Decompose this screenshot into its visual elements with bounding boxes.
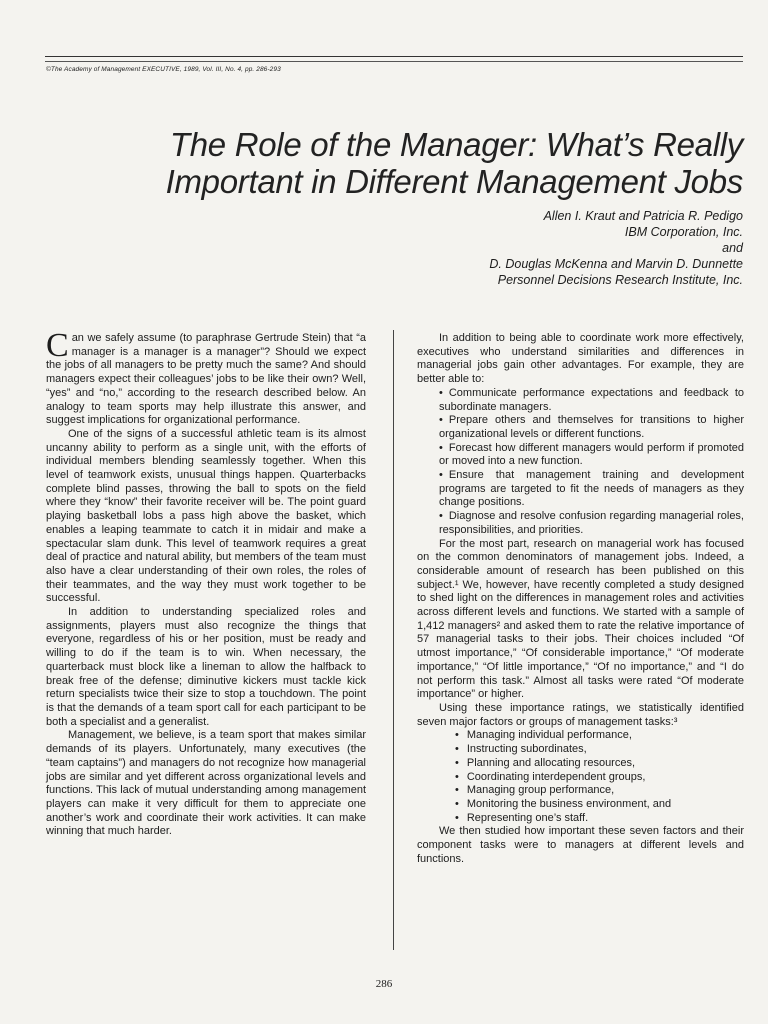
list-item: • Planning and allocating resources,: [417, 757, 744, 771]
list-item: • Prepare others and themselves for transitions to higher organizational levels or different functions.: [417, 414, 744, 441]
list-item: • Representing one’s staff.: [417, 812, 744, 826]
list-item: • Forecast how different managers would perform if promoted or moved into a new function.: [417, 442, 744, 469]
title-line-2: Important in Different Management Jobs: [165, 163, 743, 200]
journal-citation: ©The Academy of Management EXECUTIVE, 1989, Vol. III, No. 4, pp. 286-293: [46, 66, 281, 73]
right-column: [417, 332, 744, 866]
author-block: [489, 208, 743, 288]
article-title: [43, 126, 743, 200]
authors-line-2: D. Douglas McKenna and Marvin D. Dunnette: [489, 257, 743, 271]
list-item: • Instructing subordinates,: [417, 743, 744, 757]
advantages-list: [417, 387, 744, 538]
paragraph: In addition to understanding specialized roles and assignments, players must also recognize the things that everyone, regardless of his or her position, must be ready and willing to do if the team is to win. When necessary, the quarterback must block like a lineman to allow the halfback to break free of the defense; diminutive kickers must tackle kick return specialists twice their size to stop a touchdown. The point is that the demands of a team sport call for each participant to be both a specialist and a generalist.: [46, 606, 366, 728]
list-item: • Communicate performance expectations and feedback to subordinate managers.: [417, 387, 744, 414]
paragraph: We then studied how important these seven factors and their component tasks were to managers at different levels and functions.: [417, 825, 744, 865]
authors-conjunction: and: [722, 241, 743, 255]
list-item: • Managing group performance,: [417, 784, 744, 798]
list-item: • Ensure that management training and development programs are targeted to fit the needs of managers as they change positions.: [417, 469, 744, 510]
header-rule-thin: [45, 61, 743, 62]
header-rule: [45, 56, 743, 57]
list-item: • Coordinating interdependent groups,: [417, 771, 744, 785]
authors-line-1: Allen I. Kraut and Patricia R. Pedigo: [543, 209, 743, 223]
paragraph: One of the signs of a successful athletic team is its almost uncanny ability to perform as a single unit, with the efforts of individual members blending seamlessly together. When this level of teamwork exists, unusual things happen. Quarterbacks complete blind passes, throwing the ball to spots on the field where they “know” their favorite receiver will be. The point guard playing basketball lobs a pass high above the basket, which enables a leaping teammate to catch it in midair and make a spectacular slam dunk. This level of teamwork requires a great deal of practice and natural ability, but members of the team must also have a clear understanding of their own roles, the roles of their teammates, and the way they must work together to be successful.: [46, 427, 366, 605]
paragraph-text: an we safely assume (to paraphrase Gertrude Stein) that “a manager is a manager is a manager”? Should we expect the jobs of all managers to be pretty much the same? And should managers expect their colleagues’ jobs to be like their own? Well, “yes” and “no,” according to the research described below. An analogy to team sports may help illustrate this answer, and suggest implications for organizational performance.: [46, 332, 366, 427]
list-item: • Managing individual performance,: [417, 729, 744, 743]
paragraph: [46, 327, 366, 428]
affiliation-1: IBM Corporation, Inc.: [624, 225, 743, 239]
list-item: • Diagnose and resolve confusion regarding managerial roles, responsibilities, and priorities.: [417, 510, 744, 537]
paragraph: Using these importance ratings, we statistically identified seven major factors or groups of management tasks:³: [417, 701, 744, 728]
title-line-1: The Role of the Manager: What’s Really: [169, 126, 743, 163]
affiliation-2: Personnel Decisions Research Institute, Inc.: [497, 273, 743, 287]
paragraph: For the most part, research on managerial work has focused on the common denominators of management jobs. Indeed, a considerable amount of research has been published on this subject.¹ We, however, have recently completed a study designed to shed light on the differences in management roles and activities across different levels and functions. We started with a sample of 1,412 managers² and asked them to rate the relative importance of 57 managerial tasks to their jobs. Their choices included “Of utmost importance,” “Of considerable importance,” “Of moderate importance,” “Of little importance,” “Of no importance,” and “I do not perform this task.” Almost all tasks were rated “Of moderate importance” or higher.: [417, 537, 744, 701]
column-divider: [393, 330, 394, 950]
paragraph: In addition to being able to coordinate work more effectively, executives who understand similarities and differences in managerial jobs gain other advantages. For example, they are better able to:: [417, 332, 744, 386]
list-item: • Monitoring the business environment, and: [417, 798, 744, 812]
page-number: 286: [375, 978, 393, 990]
paragraph: Management, we believe, is a team sport that makes similar demands of its players. Unfortunately, many executives (the “team captains”) and managers do not recognize how managerial jobs are similar and yet different across organizational levels and functions. This lack of mutual understanding among management players can make it very difficult for them to appreciate one another’s work and coordinate their work activities. It can make winning that much harder.: [46, 729, 366, 838]
drop-cap: C: [46, 327, 69, 364]
left-column: [46, 327, 366, 839]
factors-list: [417, 729, 744, 825]
